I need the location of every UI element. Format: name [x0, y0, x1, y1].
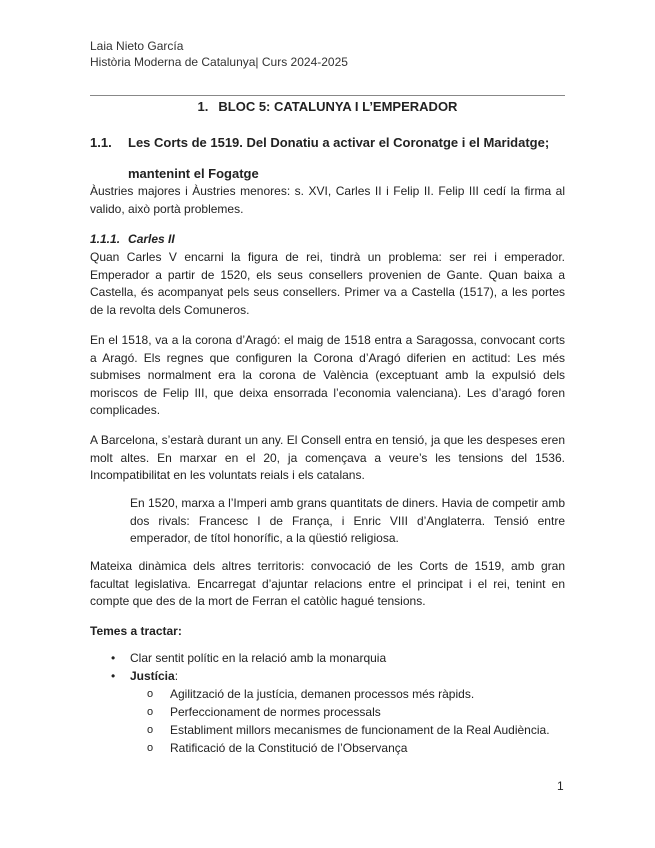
heading-1-text: BLOC 5: CATALUNYA I L’EMPERADOR: [218, 99, 458, 114]
page-header: [90, 38, 348, 70]
intro-paragraph: Àustries majores i Àustries menores: s. XVI, Carles II i Felip II. Felip III cedí la firma al valido, això portà problemes.: [90, 184, 565, 216]
heading-3-text: Carles II: [128, 232, 175, 246]
sub-list-item-text: Ratificació de la Constitució de l’Observança: [170, 741, 408, 755]
topics-title: Temes a tractar:: [90, 624, 182, 638]
sub-list-item: [130, 721, 565, 739]
heading-3-number: 1.1.1.: [90, 232, 121, 246]
sub-list-item: [130, 703, 565, 721]
heading-2: [90, 127, 570, 189]
heading-2-text: Les Corts de 1519. Del Donatiu a activar el Coronatge i el Maridatge; mantenint el Fogatge: [128, 135, 550, 181]
circle-bullet-icon: o: [147, 688, 154, 700]
list-item-suffix: :: [174, 669, 179, 683]
heading-2-number: 1.1.: [90, 135, 112, 150]
heading-1: [90, 99, 565, 115]
sub-list-item: [130, 685, 565, 703]
author-name: Laia Nieto García: [90, 39, 184, 53]
indented-paragraph: En 1520, marxa a l’Imperi amb grans quantitats de diners. Havia de competir amb dos rivals: Francesc I de França, i Enric VIII d’Anglaterra. Tensió entre emperador, de títol honorífic, a la qüestió religiosa.: [130, 496, 565, 545]
sub-list-item: [130, 739, 565, 757]
circle-bullet-icon: o: [147, 706, 154, 718]
list-item: [90, 649, 565, 667]
sub-list-item-text: Establiment millors mecanismes de funcionament de la Real Audiència.: [170, 723, 550, 737]
heading-3: [90, 231, 175, 247]
course-title: Història Moderna de Catalunya| Curs 2024-2025: [90, 55, 348, 69]
list-item: [90, 667, 565, 757]
paragraph-3: A Barcelona, s’estarà durant un any. El Consell entra en tensió, ja que les despeses eren molt altes. En marxar en el 20, ja començava a veure’s les tensions del 1536. Incompatibilitat en les voluntats reials i els catalans.: [90, 433, 565, 482]
topics-list: [90, 649, 565, 757]
sub-list-item-text: Perfeccionament de normes processals: [170, 705, 381, 719]
paragraph-1: Quan Carles V encarni la figura de rei, tindrà un problema: ser rei i emperador. Emperador a partir de 1520, els seus consellers provenien de Gante. Quan baixa a Castella, és acompanyat pels seus consellers. Primer va a Castella (1517), a les portes de la revolta dels Comuneros.: [90, 250, 565, 317]
sub-list-item-text: Agilització de la justícia, demanen processos més ràpids.: [170, 687, 475, 701]
bullet-icon: •: [111, 651, 116, 665]
paragraph-2: En el 1518, va a la corona d’Aragó: el maig de 1518 entra a Saragossa, convocant corts a Aragó. Els regnes que configuren la Corona d’Aragó diferien en actitud: Les més submises normalment era la corona de València (exceptuant amb la expulsió dels moriscos de Felip III, que deixa ensorrada l’economia valenciana). Les d’aragó foren complicades.: [90, 333, 565, 417]
bullet-icon: •: [111, 669, 116, 683]
heading-1-number: 1.: [197, 99, 209, 114]
paragraph-5: Mateixa dinàmica dels altres territoris: convocació de les Corts de 1519, amb gran facultat legislativa. Encarregat d’ajuntar relacions entre el principat i el rei, tenint en compte que des de la mort de Ferran el catòlic hagué tensions.: [90, 559, 565, 608]
page-number: 1: [557, 779, 564, 793]
circle-bullet-icon: o: [147, 724, 154, 736]
list-item-text: Justícia: [130, 669, 175, 683]
list-item-text: Clar sentit polític en la relació amb la monarquia: [130, 651, 387, 665]
sub-list: [130, 685, 565, 757]
circle-bullet-icon: o: [147, 742, 154, 754]
header-rule: [90, 95, 565, 96]
